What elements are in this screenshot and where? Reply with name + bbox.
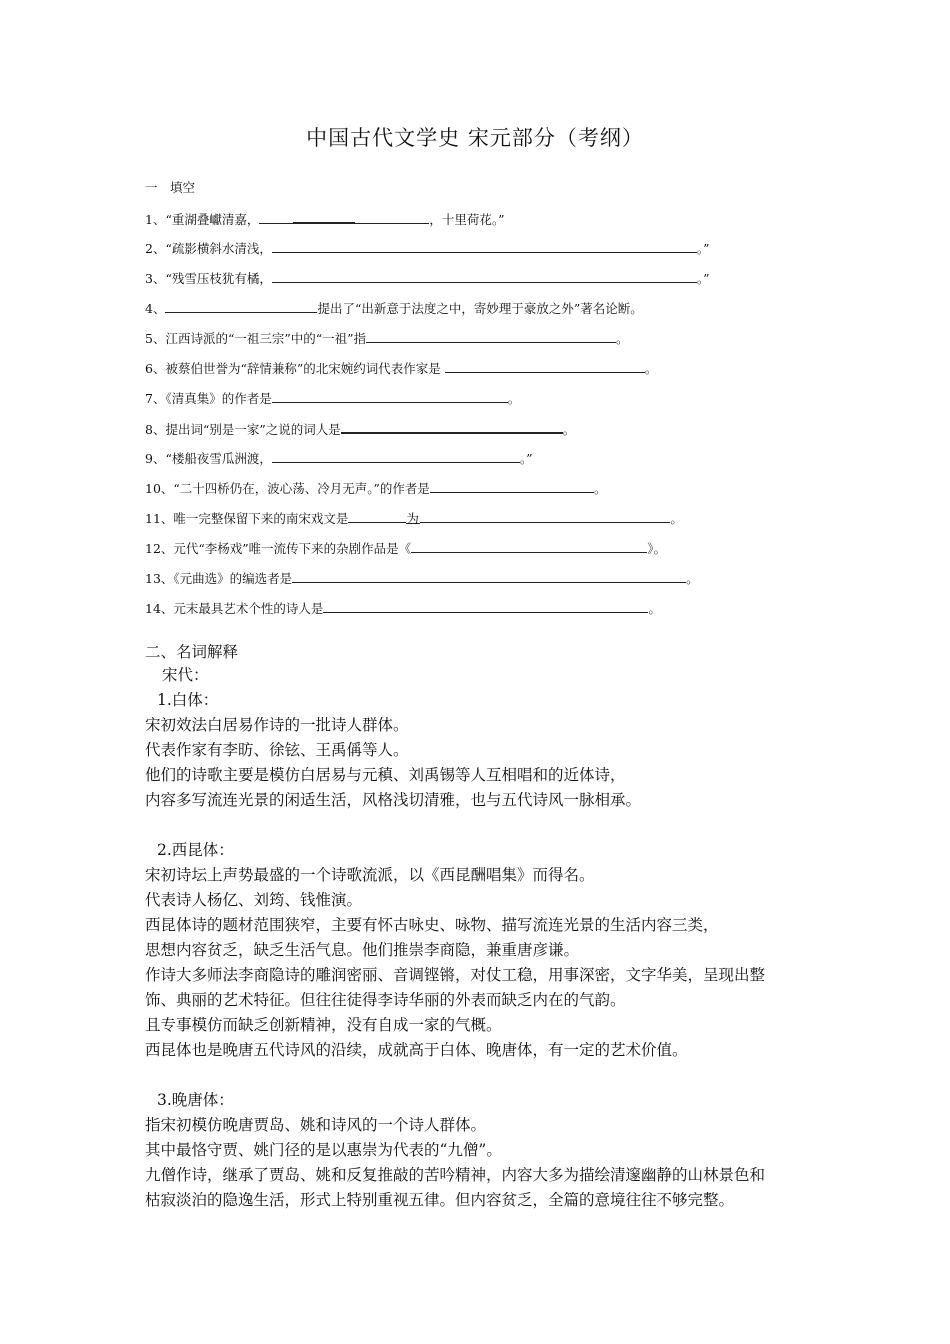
item-text: 。 (670, 511, 683, 526)
item-text: 。” (696, 271, 710, 286)
blank-line (420, 510, 670, 523)
item-text: ，十里荷花。” (429, 212, 505, 227)
fill-item-2 (145, 240, 709, 257)
blank-line (293, 210, 355, 224)
item-text: 》。 (647, 541, 666, 556)
item-text: 7、《清真集》的作者是 (145, 391, 272, 406)
item-text: 2、“疏影横斜水清浅， (145, 241, 272, 256)
fill-item-9 (145, 450, 532, 467)
term-title: 2.西昆体： (157, 841, 234, 859)
fill-item-14 (145, 600, 661, 617)
item-text: 。 (562, 422, 576, 437)
item-text: 为 (406, 511, 419, 526)
term-line: 宋初诗坛上声势最盛的一个诗歌流派，以《西昆酬唱集》而得名。 (145, 866, 595, 884)
item-text: 。 (593, 481, 607, 496)
item-text: 。 (648, 601, 661, 616)
term-line: 九僧作诗，继承了贾岛、姚和反复推敲的苦吟精神，内容大多为描绘清邃幽静的山林景色和 (145, 1166, 766, 1184)
blank-line (411, 540, 647, 553)
blank-line (292, 570, 686, 583)
blank-line (445, 360, 645, 373)
item-text: 12、元代“李杨戏”唯一流传下来的杂剧作品是《 (145, 541, 412, 556)
blank-line (165, 300, 317, 313)
term-line: 饰、典丽的艺术特征。但往往徒得李诗华丽的外表而缺乏内在的气韵。 (145, 991, 626, 1009)
blank-line (272, 390, 508, 403)
fill-item-8 (145, 420, 575, 438)
blank-line (272, 450, 520, 463)
fill-item-12 (145, 540, 666, 557)
fill-item-13 (145, 570, 699, 587)
fill-item-5 (145, 330, 629, 347)
item-text: 1、“重湖叠巘清嘉， (145, 212, 260, 227)
item-text: 。” (696, 241, 710, 256)
item-text: 。” (519, 451, 533, 466)
item-text: 9、“楼船夜雪瓜洲渡， (145, 451, 272, 466)
item-text: 。 (644, 361, 658, 376)
term-line: 指宋初模仿晚唐贾岛、姚和诗风的一个诗人群体。 (145, 1116, 487, 1134)
term-line: 西昆体也是晚唐五代诗风的沿续，成就高于白体、晚唐体，有一定的艺术价值。 (145, 1041, 688, 1059)
fill-item-11 (145, 510, 683, 527)
fill-item-1 (145, 210, 505, 228)
item-text: 。 (507, 391, 521, 406)
item-text: 14、元末最具艺术个性的诗人是 (145, 601, 324, 616)
item-text: 10、“二十四桥仍在，波心荡、冷月无声。”的作者是 (145, 481, 430, 496)
item-text: 11、唯一完整保留下来的南宋戏文是 (145, 511, 349, 526)
era-label: 宋代： (162, 666, 209, 684)
term-line: 宋初效法白居易作诗的一批诗人群体。 (145, 716, 409, 734)
fill-item-10 (145, 480, 606, 497)
term-line: 作诗大多师法李商隐诗的雕润密丽、音调铿锵，对仗工稳，用事深密，文字华美，呈现出整 (145, 966, 766, 984)
fill-item-7 (145, 390, 520, 407)
blank-line (366, 330, 616, 343)
section-1-heading: 一 填空 (145, 180, 196, 195)
fill-item-4 (145, 300, 643, 317)
item-text: 提出了“出新意于法度之中，寄妙理于豪放之外”著名论断。 (317, 301, 643, 316)
term-line: 他们的诗歌主要是模仿白居易与元稹、刘禹锡等人互相唱和的近体诗， (145, 766, 626, 784)
item-text: 。 (616, 331, 629, 346)
term-line: 枯寂淡泊的隐逸生活，形式上特别重视五律。但内容贫乏，全篇的意境往往不够完整。 (145, 1191, 735, 1209)
term-line: 思想内容贫乏，缺乏生活气息。他们推崇李商隐，兼重唐彦谦。 (145, 941, 580, 959)
blank-line (348, 510, 406, 523)
blank-line (430, 480, 594, 493)
item-text: 。 (686, 571, 699, 586)
term-line: 代表诗人杨亿、刘筠、钱惟演。 (145, 891, 363, 909)
blank-line (259, 211, 293, 224)
page-title: 中国古代文学史 宋元部分（考纲） (306, 126, 644, 150)
term-line: 西昆体诗的题材范围狭窄，主要有怀古咏史、咏物、描写流连光景的生活内容三类， (145, 916, 719, 934)
term-line: 且专事模仿而缺乏创新精神，没有自成一家的气概。 (145, 1016, 502, 1034)
fill-item-6 (145, 360, 657, 377)
blank-line (341, 420, 563, 434)
item-text: 6、被蔡伯世誉为“辞情兼称”的北宋婉约词代表作家是 (145, 361, 445, 376)
item-text: 5、江西诗派的“一祖三宗”中的“一祖”指 (145, 331, 367, 346)
blank-line (272, 240, 697, 253)
blank-line (272, 270, 697, 283)
term-line: 其中最恪守贾、姚门径的是以惠崇为代表的“九僧”。 (145, 1141, 502, 1159)
item-text: 13、《元曲选》的编选者是 (145, 571, 293, 586)
item-text: 3、“残雪压枝犹有橘， (145, 271, 272, 286)
term-title: 1.白体： (157, 691, 219, 709)
term-line: 代表作家有李昉、徐铉、王禹偁等人。 (145, 741, 409, 759)
section-2-heading: 二、名词解释 (145, 643, 239, 661)
fill-item-3 (145, 270, 709, 287)
term-line: 内容多写流连光景的闲适生活，风格浅切清雅，也与五代诗风一脉相承。 (145, 791, 642, 809)
blank-line (323, 600, 648, 613)
term-title: 3.晚唐体： (157, 1091, 234, 1109)
item-text: 8、提出词“别是一家”之说的词人是 (145, 422, 341, 437)
blank-line (355, 211, 429, 224)
item-text: 4、 (145, 301, 166, 316)
